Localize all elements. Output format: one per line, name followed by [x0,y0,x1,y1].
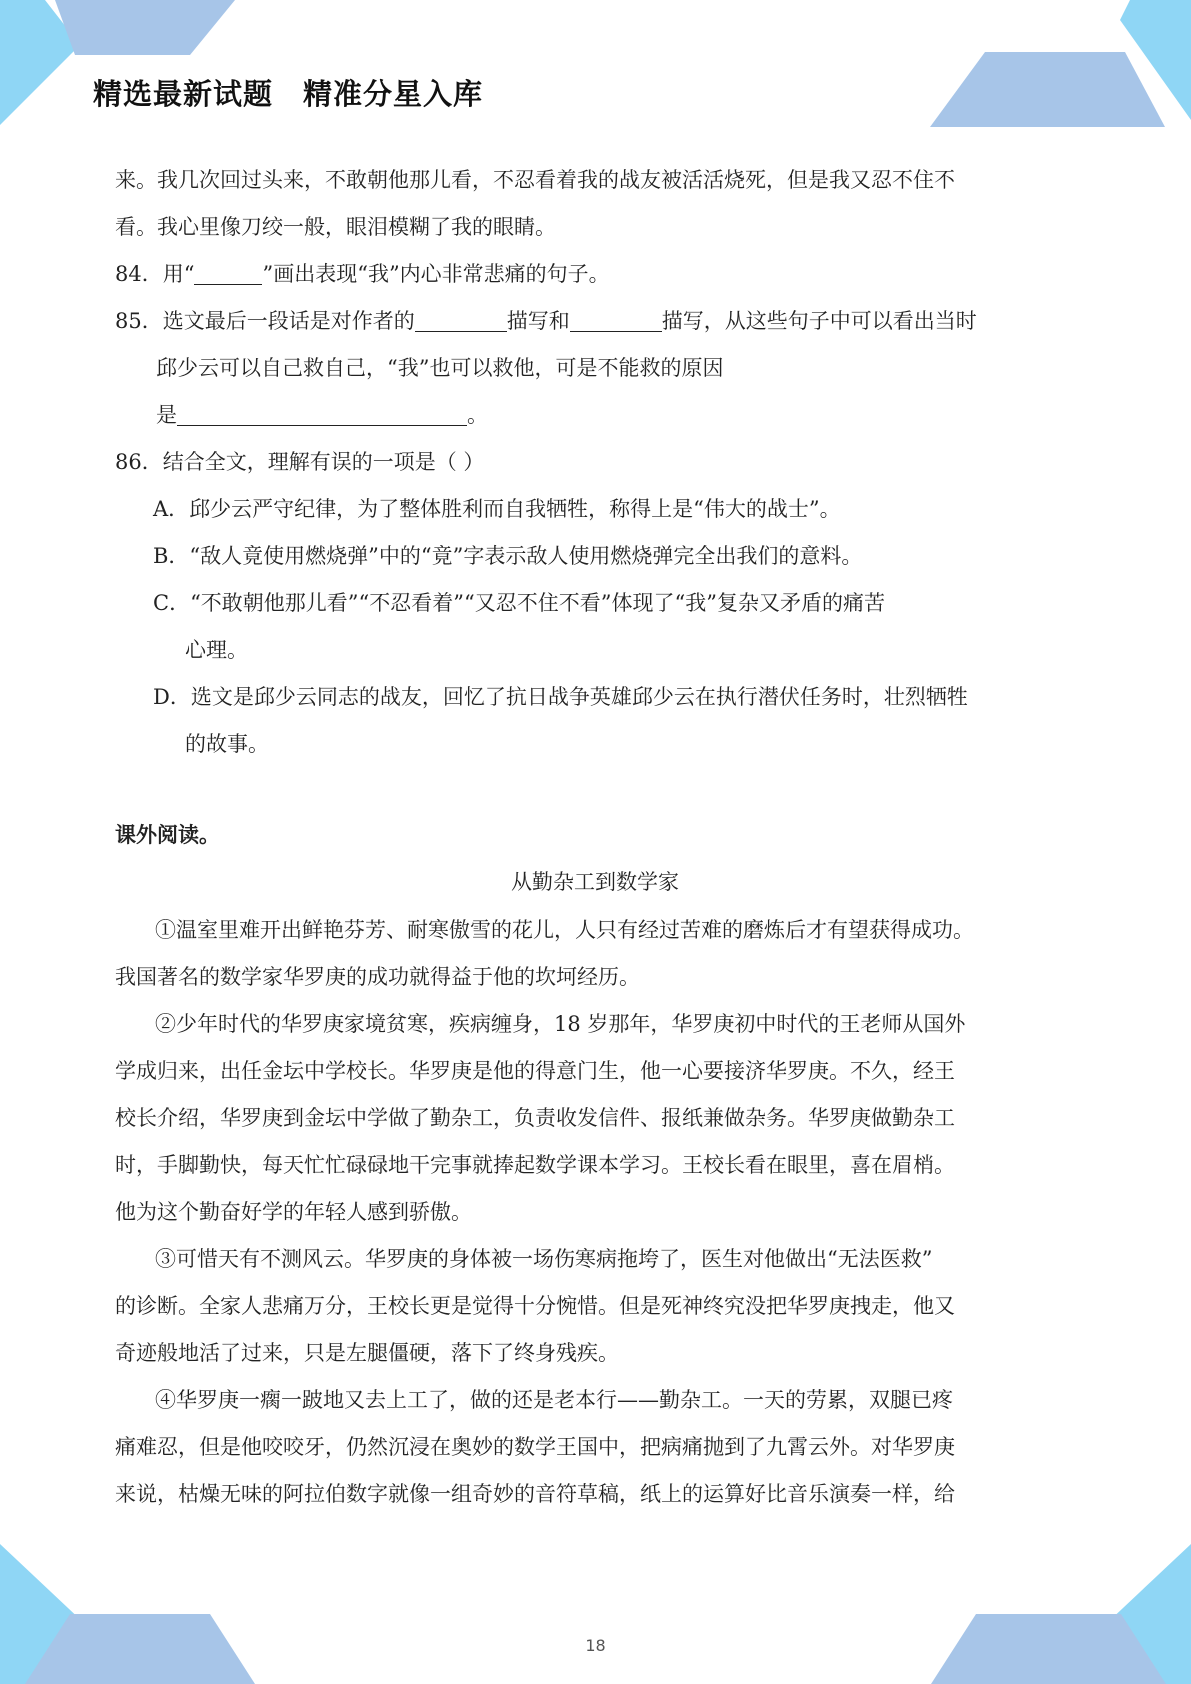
q85-line3-prefix: 是 [156,403,177,427]
q84-suffix: ”画出表现“我”内心非常悲痛的句子。 [262,262,610,286]
passage-line: 来。我几次回过头来，不敢朝他那儿看，不忍看着我的战友被活活烧死，但是我又忍不住不 [115,168,955,192]
article-line: 痛难忍，但是他咬咬牙，仍然沉浸在奥妙的数学王国中，把病痛抛到了九霄云外。对华罗庚 [115,1435,955,1459]
option-d[interactable]: D．选文是邱少云同志的战友，回忆了抗日战争英雄邱少云在执行潜伏任务时，壮烈牺牲 [153,685,968,709]
article-line: ④华罗庚一瘸一跛地又去上工了，做的还是老本行——勤杂工。一天的劳累，双腿已疼 [155,1388,953,1412]
question-86-stem: 86．结合全文，理解有误的一项是（ ） [115,450,485,474]
answer-blank[interactable] [194,262,262,285]
article-title: 从勤杂工到数学家 [511,870,679,894]
article-line: ②少年时代的华罗庚家境贫寒，疾病缠身，18 岁那年，华罗庚初中时代的王老师从国外 [155,1012,966,1036]
q85-part3: 描写，从这些句子中可以看出当时 [661,309,977,333]
article-line: 我国著名的数学家华罗庚的成功就得益于他的坎坷经历。 [115,965,640,989]
article-line: ③可惜天有不测风云。华罗庚的身体被一场伤寒病拖垮了，医生对他做出“无法医救” [155,1247,933,1271]
question-85 [115,306,977,336]
option-c[interactable]: C．“不敢朝他那儿看”“不忍看着”“又忍不住不看”体现了“我”复杂又矛盾的痛苦 [153,591,885,615]
option-b[interactable]: B．“敌人竟使用燃烧弹”中的“竟”字表示敌人使用燃烧弹完全出我们的意料。 [153,544,863,568]
article-line: 校长介绍，华罗庚到金坛中学做了勤杂工，负责收发信件、报纸兼做杂务。华罗庚做勤杂工 [115,1106,955,1130]
header-title: 精选最新试题 精准分星入库 [93,77,484,111]
article-line: 的诊断。全家人悲痛万分，王校长更是觉得十分惋惜。但是死神终究没把华罗庚拽走，他又 [115,1294,955,1318]
page-number: 18 [585,1636,606,1655]
article-line: 来说，枯燥无味的阿拉伯数字就像一组奇妙的音符草稿，纸上的运算好比音乐演奏一样，给 [115,1482,955,1506]
article-line: ①温室里难开出鲜艳芬芳、耐寒傲雪的花儿，人只有经过苦难的磨炼后才有望获得成功。 [155,918,974,942]
question-84 [115,259,610,289]
option-a[interactable]: A．邱少云严守纪律，为了整体胜利而自我牺牲，称得上是“伟大的战士”。 [153,497,841,521]
q85-line3-suffix: 。 [467,403,488,427]
passage-line: 看。我心里像刀绞一般，眼泪模糊了我的眼睛。 [115,215,556,239]
article-line: 时，手脚勤快，每天忙忙碌碌地干完事就捧起数学课本学习。王校长看在眼里，喜在眉梢。 [115,1153,955,1177]
article-line: 奇迹般地活了过来，只是左腿僵硬，落下了终身残疾。 [115,1341,619,1365]
section-title: 课外阅读。 [115,823,220,847]
q85-line2: 邱少云可以自己救自己，“我”也可以救他，可是不能救的原因 [156,356,724,380]
option-d-cont: 的故事。 [185,732,269,756]
answer-blank[interactable] [570,309,662,332]
answer-blank[interactable] [415,309,507,332]
q85-line3 [156,400,488,430]
article-line: 他为这个勤奋好学的年轻人感到骄傲。 [115,1200,472,1224]
article-line: 学成归来，出任金坛中学校长。华罗庚是他的得意门生，他一心要接济华罗庚。不久，经王 [115,1059,955,1083]
decorative-corner-top-right [930,0,1191,130]
q85-part2: 描写和 [506,309,570,333]
q84-prefix: 84．用“ [115,262,195,286]
answer-blank[interactable] [177,403,467,426]
decorative-corner-bottom-right [931,1544,1191,1684]
decorative-corner-bottom-left [0,1544,260,1684]
q85-part1: 85．选文最后一段话是对作者的 [115,309,415,333]
option-c-cont: 心理。 [185,638,248,662]
